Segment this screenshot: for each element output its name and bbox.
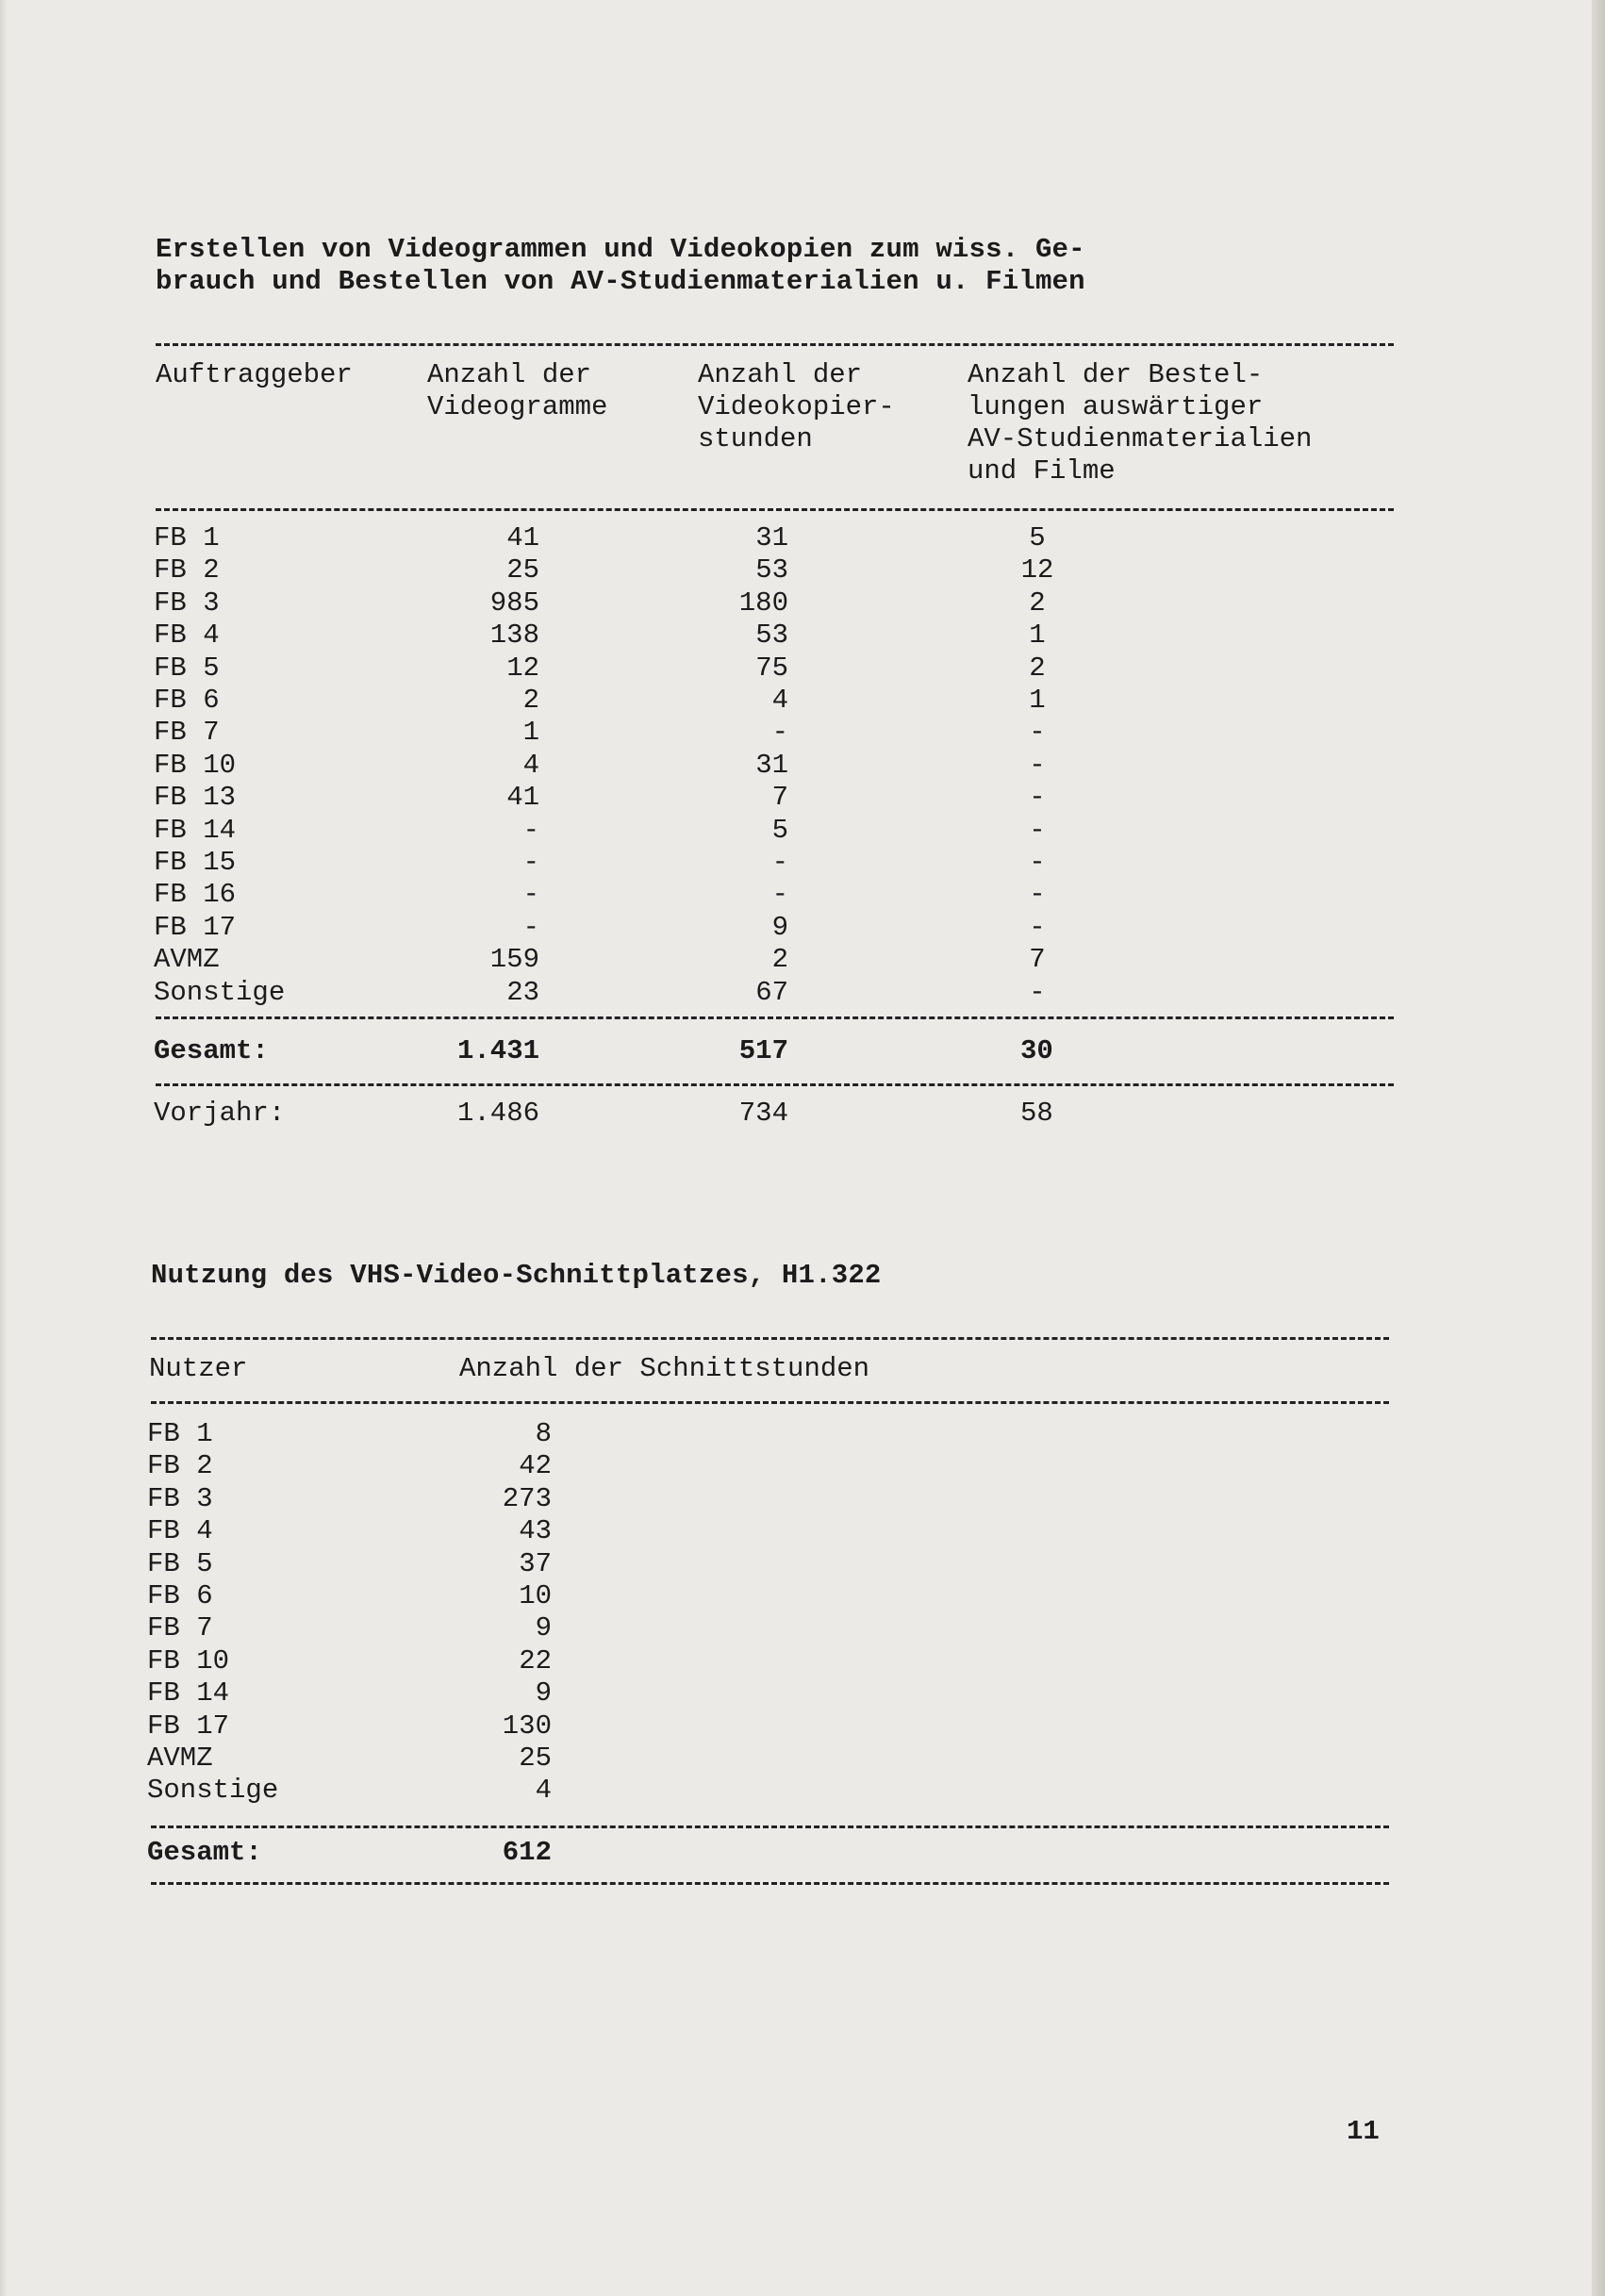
cell-schnittstunden: 9 xyxy=(535,1677,552,1710)
cell-bestellungen: 2 xyxy=(1029,652,1046,684)
cell-auftraggeber: FB 15 xyxy=(154,847,237,878)
divider xyxy=(151,1337,1389,1340)
cell-videogramme: 985 xyxy=(489,586,539,619)
cell-nutzer: FB 3 xyxy=(147,1482,213,1514)
cell-bestellungen: - xyxy=(1029,847,1046,878)
previous-videogramme: 1.486 xyxy=(456,1098,539,1129)
column-header-nutzer: Nutzer xyxy=(149,1353,248,1384)
cell-bestellungen: - xyxy=(1029,976,1046,1008)
cell-auftraggeber: FB 7 xyxy=(154,717,220,749)
cell-auftraggeber: FB 13 xyxy=(154,782,237,814)
divider xyxy=(156,1083,1394,1086)
cell-videokopierstunden: 31 xyxy=(755,749,788,781)
column-header-schnittstunden: Anzahl der Schnittstunden xyxy=(459,1353,870,1384)
divider xyxy=(156,508,1394,511)
divider xyxy=(156,1016,1394,1019)
cell-videogramme: 138 xyxy=(489,619,539,652)
cell-schnittstunden: 9 xyxy=(535,1612,552,1644)
cell-nutzer: FB 4 xyxy=(147,1515,213,1547)
cell-videogramme: 159 xyxy=(489,944,539,976)
cell-videokopierstunden: 53 xyxy=(755,554,788,586)
page-edge-right xyxy=(1592,0,1605,2296)
cell-auftraggeber: FB 5 xyxy=(154,652,220,684)
cell-bestellungen: 1 xyxy=(1029,619,1046,652)
previous-videokopierstunden: 734 xyxy=(738,1098,788,1129)
page-edge-left xyxy=(0,0,8,2296)
cell-bestellungen: 1 xyxy=(1029,685,1046,716)
cell-auftraggeber: FB 2 xyxy=(154,554,220,586)
cell-nutzer: FB 10 xyxy=(147,1644,230,1677)
cell-videogramme: 41 xyxy=(506,522,539,553)
cell-videokopierstunden: - xyxy=(771,879,788,911)
cell-auftraggeber: FB 4 xyxy=(154,619,220,652)
total-label: Gesamt: xyxy=(154,1035,269,1066)
cell-videokopierstunden: 67 xyxy=(755,976,788,1008)
cell-videokopierstunden: 180 xyxy=(738,586,788,619)
column-header-bestellungen: Anzahl der Bestel- lungen auswärtiger AV-Studienmaterialien und Filme xyxy=(968,359,1313,487)
cell-videokopierstunden: 75 xyxy=(755,652,788,684)
cell-videokopierstunden: 4 xyxy=(771,685,788,716)
total-bestellungen: 30 xyxy=(1020,1035,1053,1066)
cell-auftraggeber: FB 10 xyxy=(154,749,237,781)
cell-schnittstunden: 10 xyxy=(519,1580,552,1611)
cell-videogramme: - xyxy=(522,847,539,878)
cell-bestellungen: 5 xyxy=(1029,522,1046,553)
cell-auftraggeber: FB 6 xyxy=(154,685,220,716)
cell-videokopierstunden: - xyxy=(771,847,788,878)
cell-bestellungen: - xyxy=(1029,879,1046,911)
cell-nutzer: Sonstige xyxy=(147,1775,279,1807)
cell-videogramme: - xyxy=(522,814,539,846)
cell-schnittstunden: 37 xyxy=(519,1547,552,1579)
cell-videokopierstunden: 2 xyxy=(771,944,788,976)
cell-schnittstunden: 4 xyxy=(535,1775,552,1807)
cell-schnittstunden: 130 xyxy=(502,1710,552,1742)
cell-schnittstunden: 43 xyxy=(519,1515,552,1547)
cell-schnittstunden: 42 xyxy=(519,1450,552,1482)
previous-year-label: Vorjahr: xyxy=(154,1098,286,1129)
cell-nutzer: FB 6 xyxy=(147,1580,213,1611)
cell-videogramme: 41 xyxy=(506,782,539,814)
cell-videogramme: - xyxy=(522,879,539,911)
total-videokopierstunden: 517 xyxy=(738,1035,788,1066)
cell-videokopierstunden: - xyxy=(771,717,788,749)
cell-nutzer: FB 5 xyxy=(147,1547,213,1579)
cell-bestellungen: - xyxy=(1029,911,1046,943)
cell-videogramme: 12 xyxy=(506,652,539,684)
cell-schnittstunden: 273 xyxy=(502,1482,552,1514)
cell-bestellungen: - xyxy=(1029,749,1046,781)
total-schnittstunden: 612 xyxy=(502,1837,552,1868)
cell-auftraggeber: Sonstige xyxy=(154,976,286,1008)
cell-nutzer: AVMZ xyxy=(147,1743,213,1774)
cell-videokopierstunden: 53 xyxy=(755,619,788,652)
cell-schnittstunden: 22 xyxy=(519,1644,552,1677)
cell-nutzer: FB 7 xyxy=(147,1612,213,1644)
cell-videokopierstunden: 9 xyxy=(771,911,788,943)
cell-nutzer: FB 1 xyxy=(147,1418,213,1449)
cell-videokopierstunden: 7 xyxy=(771,782,788,814)
cell-bestellungen: 2 xyxy=(1029,586,1046,619)
column-header-videokopierstunden: Anzahl der Videokopier- stunden xyxy=(698,359,895,454)
cell-auftraggeber: FB 1 xyxy=(154,522,220,553)
cell-schnittstunden: 8 xyxy=(535,1418,552,1449)
column-header-videogramme: Anzahl der Videogramme xyxy=(427,359,608,422)
divider xyxy=(151,1825,1389,1828)
cell-nutzer: FB 2 xyxy=(147,1450,213,1482)
cell-videogramme: 2 xyxy=(522,685,539,716)
cell-auftraggeber: FB 17 xyxy=(154,911,237,943)
cell-bestellungen: - xyxy=(1029,717,1046,749)
cell-videokopierstunden: 31 xyxy=(755,522,788,553)
section1-title-line2: brauch und Bestellen von AV-Studienmaterialien u. Filmen xyxy=(156,266,1085,297)
total-videogramme: 1.431 xyxy=(456,1035,539,1066)
cell-bestellungen: 7 xyxy=(1029,944,1046,976)
cell-schnittstunden: 25 xyxy=(519,1743,552,1774)
cell-bestellungen: 12 xyxy=(1020,554,1054,586)
column-header-auftraggeber: Auftraggeber xyxy=(156,359,353,390)
divider xyxy=(151,1401,1389,1404)
previous-bestellungen: 58 xyxy=(1020,1098,1053,1129)
cell-nutzer: FB 14 xyxy=(147,1677,230,1710)
page-number: 11 xyxy=(1347,2116,1380,2147)
section2-title: Nutzung des VHS-Video-Schnittplatzes, H1.322 xyxy=(151,1260,882,1291)
cell-videogramme: 4 xyxy=(522,749,539,781)
cell-auftraggeber: AVMZ xyxy=(154,944,220,976)
cell-videokopierstunden: 5 xyxy=(771,814,788,846)
divider xyxy=(151,1882,1389,1885)
cell-auftraggeber: FB 14 xyxy=(154,814,237,846)
cell-auftraggeber: FB 3 xyxy=(154,586,220,619)
divider xyxy=(156,343,1394,346)
cell-videogramme: 23 xyxy=(506,976,539,1008)
cell-bestellungen: - xyxy=(1029,782,1046,814)
cell-auftraggeber: FB 16 xyxy=(154,879,237,911)
cell-videogramme: - xyxy=(522,911,539,943)
total-label: Gesamt: xyxy=(147,1837,262,1868)
cell-videogramme: 25 xyxy=(506,554,539,586)
cell-nutzer: FB 17 xyxy=(147,1710,230,1742)
cell-videogramme: 1 xyxy=(522,717,539,749)
section1-title-line1: Erstellen von Videogrammen und Videokopien zum wiss. Ge- xyxy=(156,234,1085,265)
cell-bestellungen: - xyxy=(1029,814,1046,846)
